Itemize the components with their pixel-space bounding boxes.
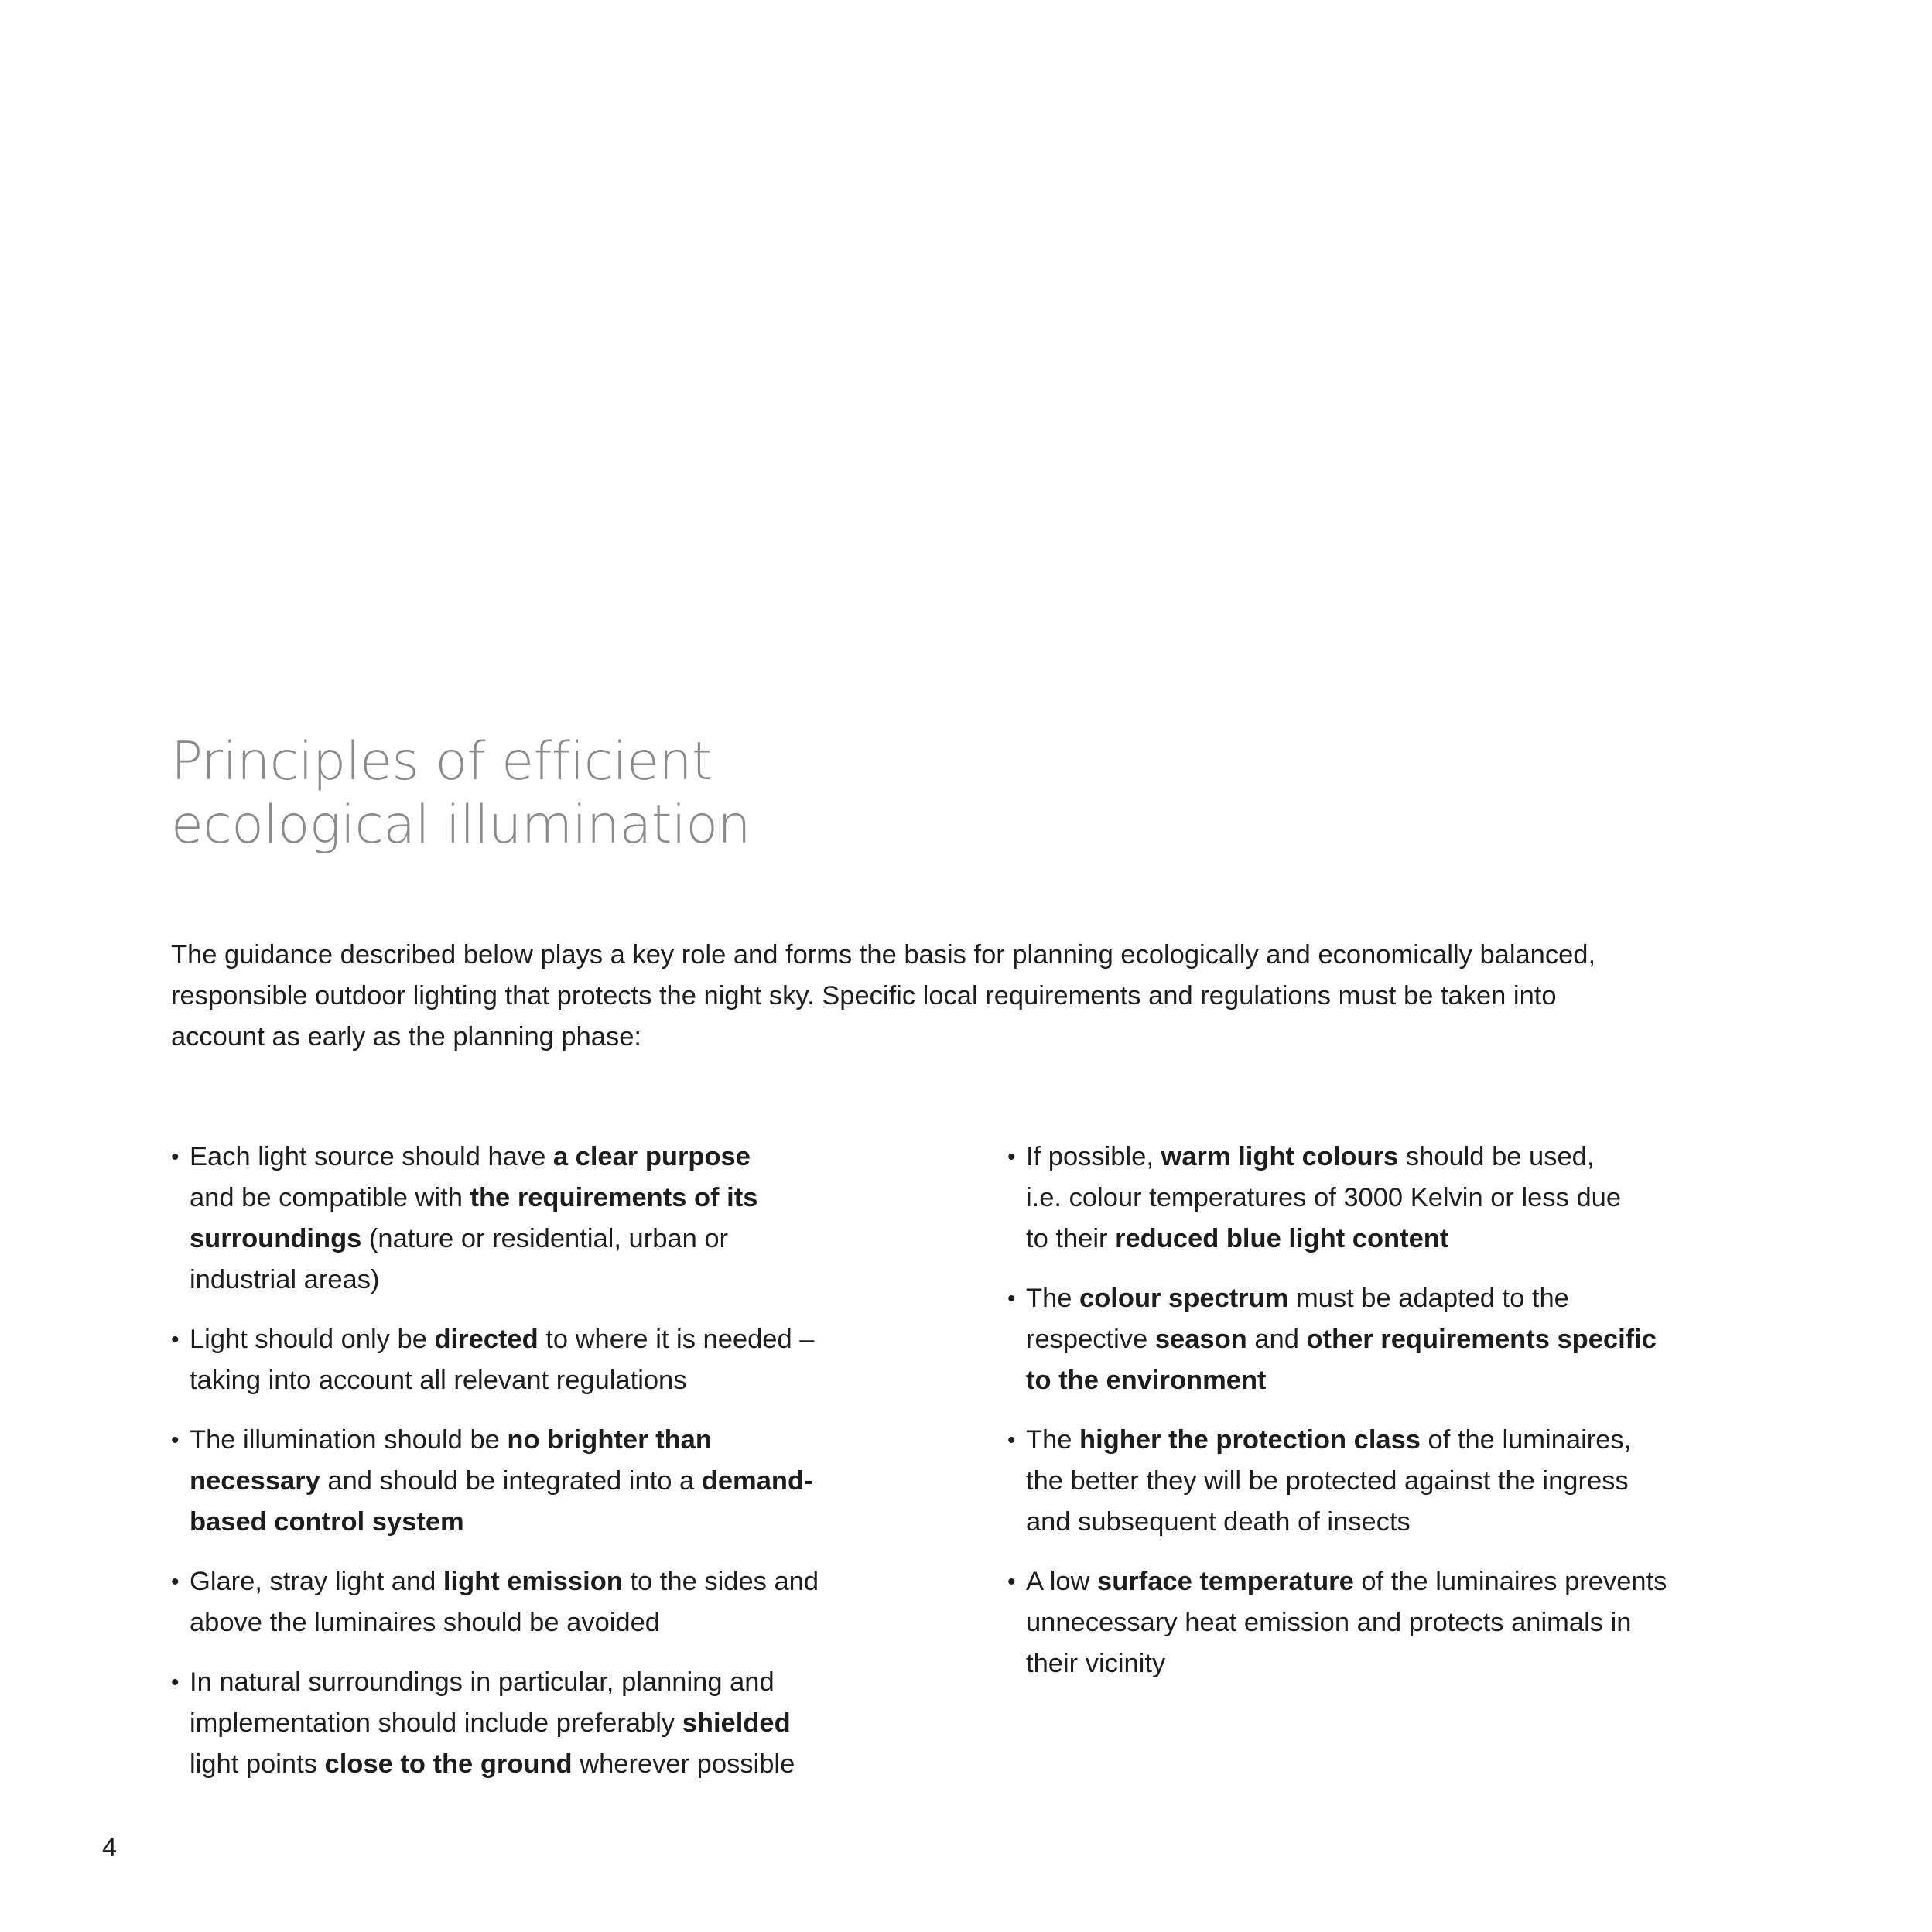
list-item-line: i.e. colour temperatures of 3000 Kelvin or less due bbox=[1026, 1183, 1622, 1212]
list-item-line: • In natural surroundings in particular, planning and bbox=[190, 1667, 775, 1697]
principles-list-left bbox=[171, 1137, 867, 1804]
list-item-line: • Light should only be directed to where it is needed – bbox=[190, 1325, 815, 1354]
list-item-line: based control system bbox=[190, 1507, 464, 1537]
emphasis: no brighter than bbox=[507, 1425, 712, 1455]
list-item-line: to their reduced blue light content bbox=[1026, 1224, 1449, 1253]
emphasis: the requirements of its bbox=[470, 1183, 758, 1212]
list-item-line: • The higher the protection class of the luminaires, bbox=[1026, 1425, 1632, 1455]
principles-list-right bbox=[1007, 1137, 1750, 1703]
intro-line-2: responsible outdoor lighting that protects the night sky. Specific local requirements and regulations must be taken into bbox=[171, 981, 1557, 1010]
list-item-line: • Glare, stray light and light emission to the sides and bbox=[190, 1567, 819, 1596]
intro-paragraph bbox=[171, 935, 1718, 1058]
list-item-line: • A low surface temperature of the luminaires prevents bbox=[1026, 1567, 1667, 1596]
list-item-line: • The colour spectrum must be adapted to the bbox=[1026, 1284, 1569, 1313]
list-item-line: and subsequent death of insects bbox=[1026, 1507, 1411, 1537]
page-title-line-2: ecological illumination bbox=[171, 795, 751, 856]
emphasis: light emission bbox=[443, 1567, 623, 1596]
page-title bbox=[171, 730, 1022, 857]
emphasis: necessary bbox=[190, 1466, 320, 1496]
list-item bbox=[1007, 1278, 1750, 1401]
list-item-line: light points close to the ground wherever possible bbox=[190, 1749, 795, 1779]
emphasis: colour spectrum bbox=[1079, 1284, 1289, 1313]
list-item bbox=[171, 1420, 867, 1543]
page-number: 4 bbox=[102, 1833, 117, 1862]
list-item-line: surroundings (nature or residential, urban or bbox=[190, 1224, 729, 1253]
emphasis: reduced blue light content bbox=[1115, 1224, 1449, 1253]
intro-line-3: account as early as the planning phase: bbox=[171, 1022, 641, 1051]
list-item bbox=[171, 1662, 867, 1785]
list-item bbox=[171, 1137, 867, 1301]
list-item bbox=[171, 1561, 867, 1643]
list-item-line: • Each light source should have a clear purpose bbox=[190, 1142, 751, 1171]
emphasis: warm light colours bbox=[1161, 1142, 1399, 1171]
emphasis: surface temperature bbox=[1097, 1567, 1354, 1596]
list-item-line: their vicinity bbox=[1026, 1649, 1166, 1678]
list-item bbox=[1007, 1561, 1750, 1684]
list-item-line: respective season and other requirements specific bbox=[1026, 1325, 1657, 1354]
list-item-line: the better they will be protected against the ingress bbox=[1026, 1466, 1629, 1496]
list-item-line: • The illumination should be no brighter than bbox=[190, 1425, 712, 1455]
list-item-line: and be compatible with the requirements of its bbox=[190, 1183, 758, 1212]
list-item-line: above the luminaires should be avoided bbox=[190, 1608, 660, 1637]
list-item-line: industrial areas) bbox=[190, 1265, 380, 1294]
list-item-line: taking into account all relevant regulations bbox=[190, 1366, 687, 1395]
list-item bbox=[171, 1319, 867, 1401]
emphasis: a clear purpose bbox=[552, 1142, 751, 1171]
page-title-line-1: Principles of efficient bbox=[171, 731, 713, 792]
intro-line-1: The guidance described below plays a key role and forms the basis for planning ecologically and economically balanced, bbox=[171, 940, 1596, 969]
list-item-line: • If possible, warm light colours should be used, bbox=[1026, 1142, 1595, 1171]
list-item-line: necessary and should be integrated into a demand- bbox=[190, 1466, 813, 1496]
emphasis: surroundings bbox=[190, 1224, 362, 1253]
emphasis: shielded bbox=[682, 1708, 791, 1738]
emphasis: demand- bbox=[701, 1466, 813, 1496]
emphasis: season bbox=[1154, 1325, 1247, 1354]
emphasis: close to the ground bbox=[324, 1749, 573, 1779]
emphasis: directed bbox=[434, 1325, 539, 1354]
emphasis: other requirements specific bbox=[1306, 1325, 1657, 1354]
list-item-line: to the environment bbox=[1026, 1366, 1267, 1395]
emphasis: higher the protection class bbox=[1079, 1425, 1421, 1455]
list-item-line: unnecessary heat emission and protects animals in bbox=[1026, 1608, 1632, 1637]
list-item bbox=[1007, 1420, 1750, 1543]
list-item bbox=[1007, 1137, 1750, 1260]
list-item-line: implementation should include preferably shielded bbox=[190, 1708, 791, 1738]
